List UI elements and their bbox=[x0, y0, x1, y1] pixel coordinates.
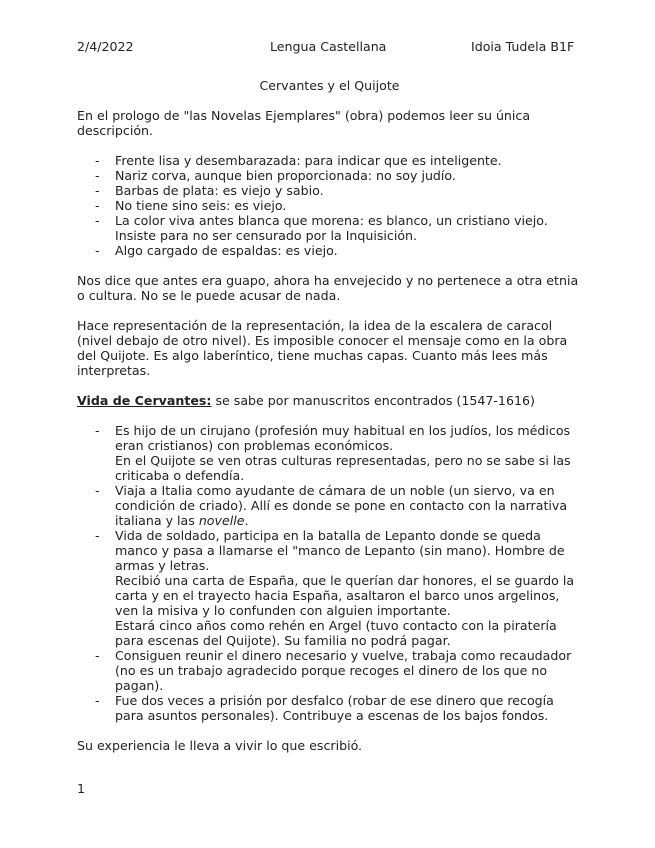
list-item-text: En el Quijote se ven otras culturas representadas, pero no se sabe si las criticaba o defendía. bbox=[115, 453, 571, 483]
list-item-italic: novelle bbox=[198, 513, 245, 528]
document-body bbox=[77, 78, 582, 768]
closing-paragraph: Su experiencia le lleva a vivir lo que escribió. bbox=[77, 738, 363, 753]
vida-section-intro bbox=[77, 393, 582, 408]
list-item: - Consiguen reunir el dinero necesario y vuelve, trabaja como recaudador (no es un trabajo agradecido porque recoges el dinero de los que no pagan). bbox=[77, 648, 582, 693]
list-item-text: . bbox=[244, 513, 249, 528]
list-item: - La color viva antes blanca que morena: es blanco, un cristiano viejo. Insiste para no ser censurado por la Inquisición. bbox=[77, 213, 582, 243]
list-item: - Algo cargado de espaldas: es viejo. bbox=[77, 243, 582, 258]
page-number: 1 bbox=[77, 781, 86, 796]
list-item-text: - Es hijo de un cirujano (profesión muy habitual en los judíos, los médicos eran cristianos) con problemas económicos. bbox=[115, 423, 571, 453]
header-author: Idoia Tudela B1F bbox=[471, 39, 575, 54]
description-list bbox=[77, 153, 582, 258]
list-item-text: - Vida de soldado, participa en la batalla de Lepanto donde se queda manco y pasa a llamarse el "manco de Lepanto (sin mano). Hombre de armas y letras. bbox=[115, 528, 565, 573]
header-subject: Lengua Castellana bbox=[270, 39, 387, 54]
list-item: - Barbas de plata: es viejo y sabio. bbox=[77, 183, 582, 198]
list-item: - Frente lisa y desembarazada: para indicar que es inteligente. bbox=[77, 153, 582, 168]
header-date: 2/4/2022 bbox=[77, 39, 134, 54]
list-item: - No tiene sino seis: es viejo. bbox=[77, 198, 582, 213]
intro-paragraph: En el prologo de "las Novelas Ejemplares" (obra) podemos leer su única descripción. bbox=[77, 108, 531, 138]
list-item-text: Viaja a Italia como ayudante de cámara de un noble (un siervo, va en condición de criado). Allí es donde se pone en contacto con la narrativa italiana y las bbox=[115, 483, 568, 528]
paragraph-appearance: Nos dice que antes era guapo, ahora ha envejecido y no pertenece a otra etnia o cultura. No se le puede acusar de nada. bbox=[77, 273, 579, 303]
list-item bbox=[77, 483, 582, 528]
document-title: Cervantes y el Quijote bbox=[259, 78, 400, 93]
vida-list bbox=[77, 423, 582, 723]
list-item: - Nariz corva, aunque bien proporcionada: no soy judío. bbox=[77, 168, 582, 183]
list-item-text: Recibió una carta de España, que le querían dar honores, el se guardo la carta y en el trayecto hacia España, asaltaron el barco unos argelinos, ven la misiva y lo confunden con alguien importante. bbox=[115, 573, 575, 618]
list-item bbox=[77, 528, 582, 648]
list-item bbox=[77, 423, 582, 483]
section-heading-text: se sabe por manuscritos encontrados (1547-1616) bbox=[211, 393, 535, 408]
list-item: - Fue dos veces a prisión por desfalco (robar de ese dinero que recogía para asuntos personales). Contribuye a escenas de los bajos fondos. bbox=[77, 693, 582, 723]
section-heading: Vida de Cervantes: bbox=[77, 393, 212, 408]
list-item-text: Estará cinco años como rehén en Argel (tuvo contacto con la piratería para escenas del Quijote). Su familia no podrá pagar. bbox=[115, 618, 557, 648]
paragraph-representation: Hace representación de la representación, la idea de la escalera de caracol (nivel debajo de otro nivel). Es imposible conocer el mensaje como en la obra del Quijote. Es algo laberíntico, tiene muchas capas. Cuanto más lees más interpretas. bbox=[77, 318, 568, 378]
